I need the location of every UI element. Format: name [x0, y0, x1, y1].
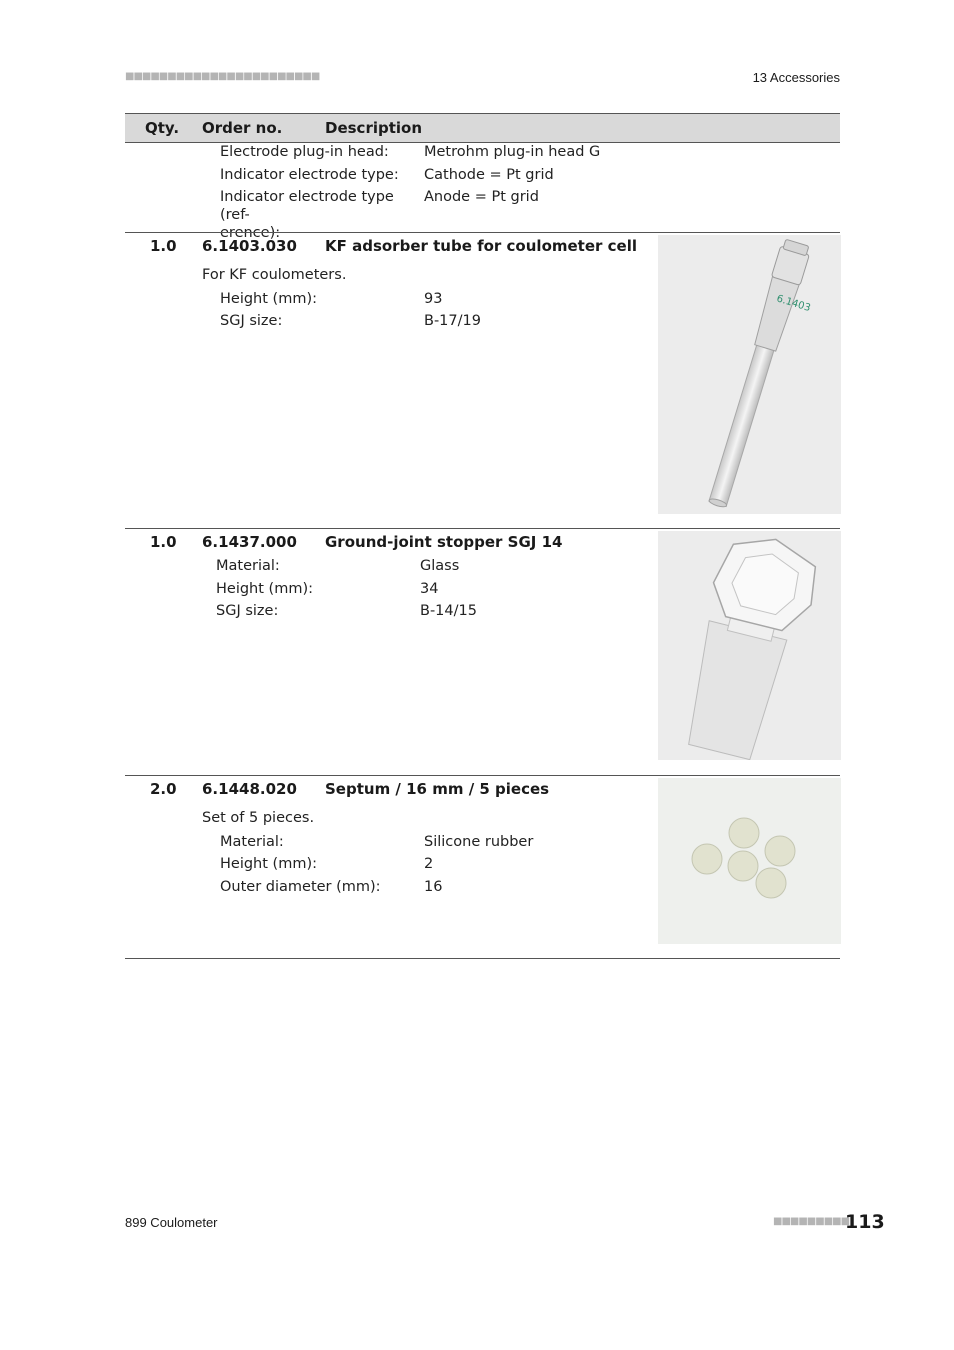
adsorber-tube-image	[658, 235, 841, 514]
spec-label: Height (mm):	[220, 291, 317, 307]
spec-value: Metrohm plug-in head G	[424, 144, 601, 160]
page-number: 113	[845, 1211, 885, 1233]
item-qty: 1.0	[150, 237, 177, 255]
row-divider	[125, 528, 840, 529]
septum-image	[658, 778, 841, 944]
item-intro: For KF coulometers.	[202, 267, 347, 283]
table-header	[125, 113, 840, 143]
row-divider	[125, 232, 840, 233]
spec-value: 34	[420, 581, 439, 597]
spec-label: Material:	[216, 558, 280, 574]
product-name: 899 Coulometer	[125, 1215, 218, 1230]
item-intro: Set of 5 pieces.	[202, 810, 315, 826]
stopper-image	[658, 531, 841, 760]
header-decoration: ■■■■■■■■■■■■■■■■■■■■■■■	[125, 71, 320, 82]
item-qty: 2.0	[150, 780, 177, 798]
spec-label: Electrode plug-in head:	[220, 144, 389, 160]
item-title: Septum / 16 mm / 5 pieces	[325, 780, 550, 798]
spec-label: SGJ size:	[216, 603, 279, 619]
spec-label: Indicator electrode type (ref- erence):	[220, 189, 394, 241]
spec-label: Outer diameter (mm):	[220, 879, 381, 895]
column-description: Description	[325, 119, 423, 137]
footer-decoration: ■■■■■■■■■	[773, 1216, 850, 1227]
spec-value: B-17/19	[424, 313, 481, 329]
item-order-no: 6.1437.000	[202, 533, 297, 551]
spec-value: 2	[424, 856, 434, 872]
spec-value: Glass	[420, 558, 460, 574]
spec-value: 16	[424, 879, 443, 895]
spec-value: Cathode = Pt grid	[424, 167, 554, 183]
spec-label: Indicator electrode type:	[220, 167, 399, 183]
item-qty: 1.0	[150, 533, 177, 551]
spec-label: Height (mm):	[220, 856, 317, 872]
column-qty: Qty.	[145, 119, 180, 137]
section-title: 13 Accessories	[752, 70, 840, 85]
item-title: KF adsorber tube for coulometer cell	[325, 237, 637, 255]
row-divider	[125, 775, 840, 776]
spec-value: 93	[424, 291, 443, 307]
item-order-no: 6.1403.030	[202, 237, 297, 255]
spec-value: Anode = Pt grid	[424, 189, 539, 205]
spec-value: Silicone rubber	[424, 834, 534, 850]
spec-label: Height (mm):	[216, 581, 313, 597]
column-order-no: Order no.	[202, 119, 283, 137]
item-order-no: 6.1448.020	[202, 780, 297, 798]
spec-value: B-14/15	[420, 603, 477, 619]
table-bottom-rule	[125, 958, 840, 959]
spec-label: SGJ size:	[220, 313, 283, 329]
item-title: Ground-joint stopper SGJ 14	[325, 533, 563, 551]
spec-label: Material:	[220, 834, 284, 850]
tube-label-text: 6.1403	[775, 293, 812, 315]
